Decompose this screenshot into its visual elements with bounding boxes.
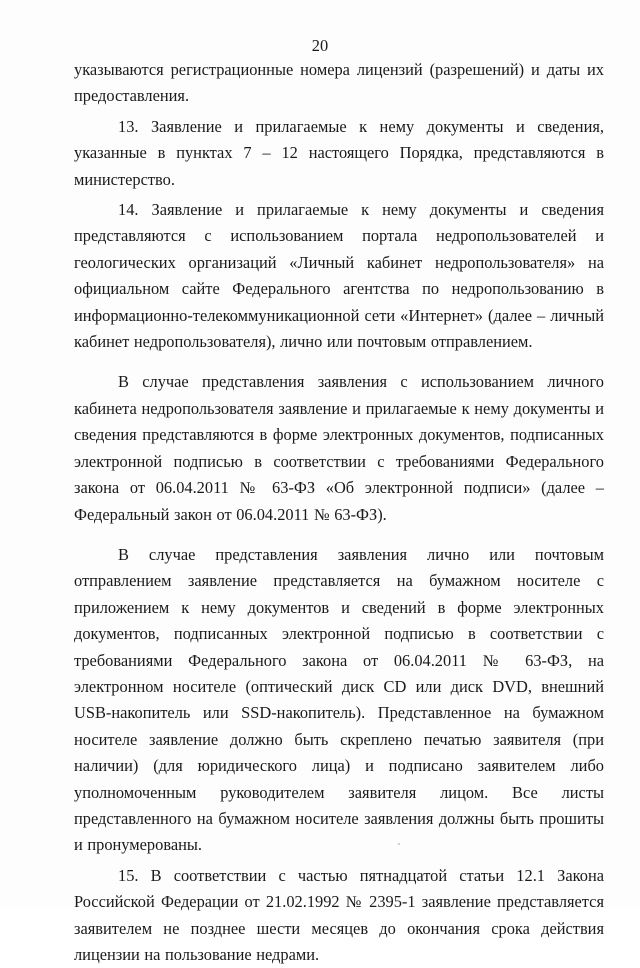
- paragraph-item-14: 14. Заявление и прилагаемые к нему документы и сведения представляются с использованием портала недропользователей и геологических организаций «Личный кабинет недропользователя» на официальном сайте Федерального агентства по недропользованию в информационно-телекоммуникационной сети «Интернет» (далее – личный кабинет недропользователя), лично или почтовым отправлением.: [74, 200, 604, 352]
- scan-speck: [398, 843, 400, 845]
- paragraph-item-13: 13. Заявление и прилагаемые к нему документы и сведения, указанные в пунктах 7 – 12 настоящего Порядка, представляются в министерство.: [74, 116, 604, 189]
- paragraph-electronic-submission: В случае представления заявления с использованием личного кабинета недропользователя заявление и прилагаемые к нему документы и сведения представляются в форме электронных документов, подписанных электронной подписью в соответствии с требованиями Федерального закона от 06.04.2011 № 63-ФЗ «Об электронной подписи» (далее – Федеральный закон от 06.04.2011 № 63-ФЗ).: [74, 372, 604, 524]
- paragraph-item-15: 15. В соответствии с частью пятнадцатой статьи 12.1 Закона Российской Федерации от 21.02.1992 № 2395-1 заявление представляется заявителем не позднее шести месяцев до окончания срока действия лицензии на пользование недрами.: [74, 865, 604, 964]
- document-body: [74, 57, 604, 968]
- paragraph-continuation: указываются регистрационные номера лицензий (разрешений) и даты их предоставления.: [74, 60, 604, 106]
- page-number: 20: [311, 36, 329, 55]
- paragraph-paper-submission: В случае представления заявления лично или почтовым отправлением заявление представляется на бумажном носителе с приложением к нему документов и сведений в форме электронных документов, подписанных электронной подписью в соответствии с требованиями Федерального закона от 06.04.2011 № 63-ФЗ, на электронном носителе (оптический диск CD или диск DVD, внешний USB-накопитель или SSD-накопитель). Представленное на бумажном носителе заявление должно быть скреплено печатью заявителя (при наличии) (для юридического лица) и подписано заявителем либо уполномоченным руководителем заявителя лицом. Все листы представленного на бумажном носителе заявления должны быть прошиты и пронумерованы.: [74, 544, 604, 855]
